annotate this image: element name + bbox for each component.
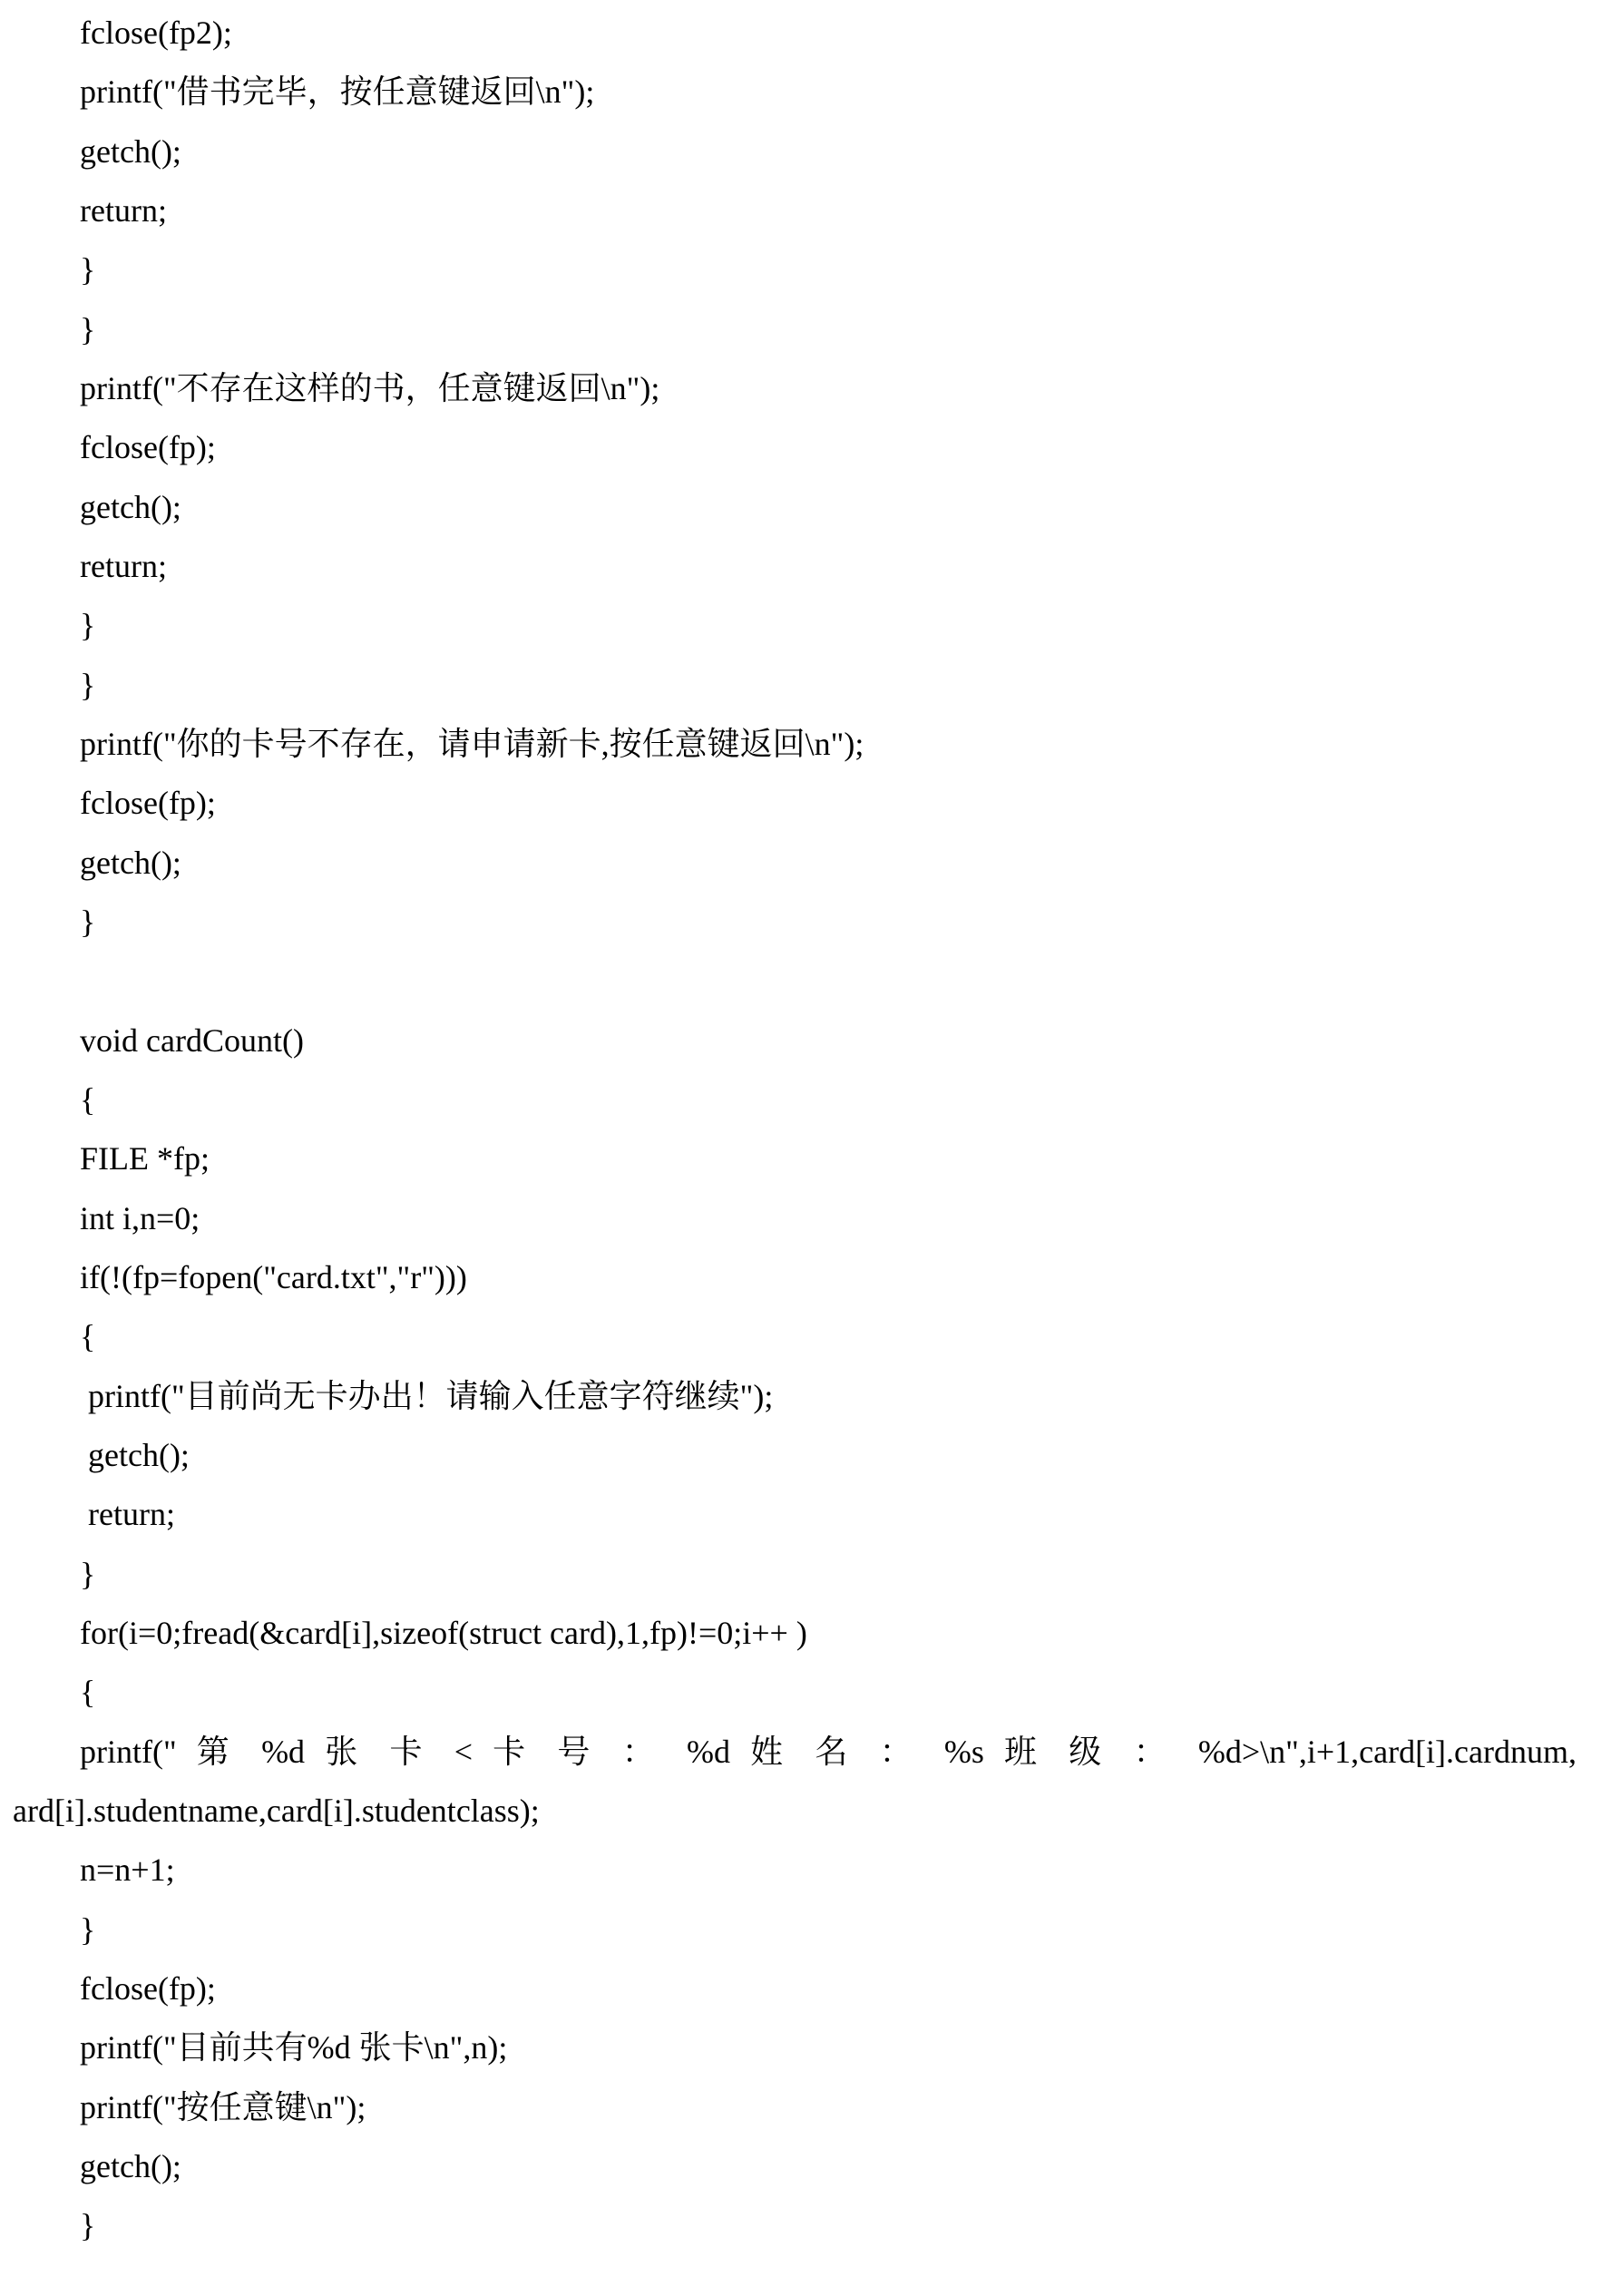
code-line: getch();	[80, 489, 181, 525]
code-line: }	[80, 1911, 96, 1948]
code-line: }	[80, 1556, 96, 1592]
code-line: fclose(fp);	[80, 429, 216, 465]
code-line: printf("目前共有%d 张卡\n",n);	[80, 2029, 508, 2066]
code-line: int i,n=0;	[80, 1200, 200, 1236]
code-line: {	[80, 1318, 96, 1354]
code-line: return;	[80, 192, 167, 229]
code-line: }	[80, 904, 96, 940]
code-line: void cardCount()	[80, 1022, 304, 1059]
code-line: n=n+1;	[80, 1851, 175, 1888]
code-line: }	[80, 251, 96, 288]
code-line: printf(" 第 %d 张 卡 < 卡 号 ： %d 姓 名 ： %s 班 级 ： %d>\n",i+1,card[i].cardnum,	[80, 1734, 1577, 1770]
code-line: return;	[80, 548, 167, 584]
code-line: }	[80, 311, 96, 347]
code-line: fclose(fp);	[80, 1970, 216, 2007]
code-line: printf("不存在这样的书，任意键返回\n");	[80, 370, 660, 406]
code-line: }	[80, 2207, 96, 2243]
code-line: {	[80, 1081, 96, 1118]
code-line: if(!(fp=fopen("card.txt","r")))	[80, 1259, 467, 1295]
code-line: FILE *fp;	[80, 1140, 210, 1177]
code-line: }	[80, 667, 96, 703]
code-line: fclose(fp2);	[80, 15, 232, 51]
code-line: printf("借书完毕，按任意键返回\n");	[80, 73, 595, 110]
code-line: getch();	[80, 1437, 190, 1473]
code-line: {	[80, 1674, 96, 1710]
code-line: fclose(fp);	[80, 785, 216, 821]
code-line: getch();	[80, 845, 181, 881]
code-line: getch();	[80, 2148, 181, 2184]
code-line: printf("目前尚无卡办出！请输入任意字符继续");	[80, 1378, 774, 1414]
code-line-wrapped: ard[i].studentname,card[i].studentclass);	[13, 1793, 540, 1829]
code-line: printf("按任意键\n");	[80, 2089, 366, 2125]
code-line: printf("你的卡号不存在，请申请新卡,按任意键返回\n");	[80, 726, 864, 762]
code-line: }	[80, 607, 96, 643]
code-line: getch();	[80, 133, 181, 170]
code-line: return;	[80, 1496, 175, 1532]
code-line: for(i=0;fread(&card[i],sizeof(struct card),1,fp)!=0;i++ )	[80, 1615, 807, 1651]
